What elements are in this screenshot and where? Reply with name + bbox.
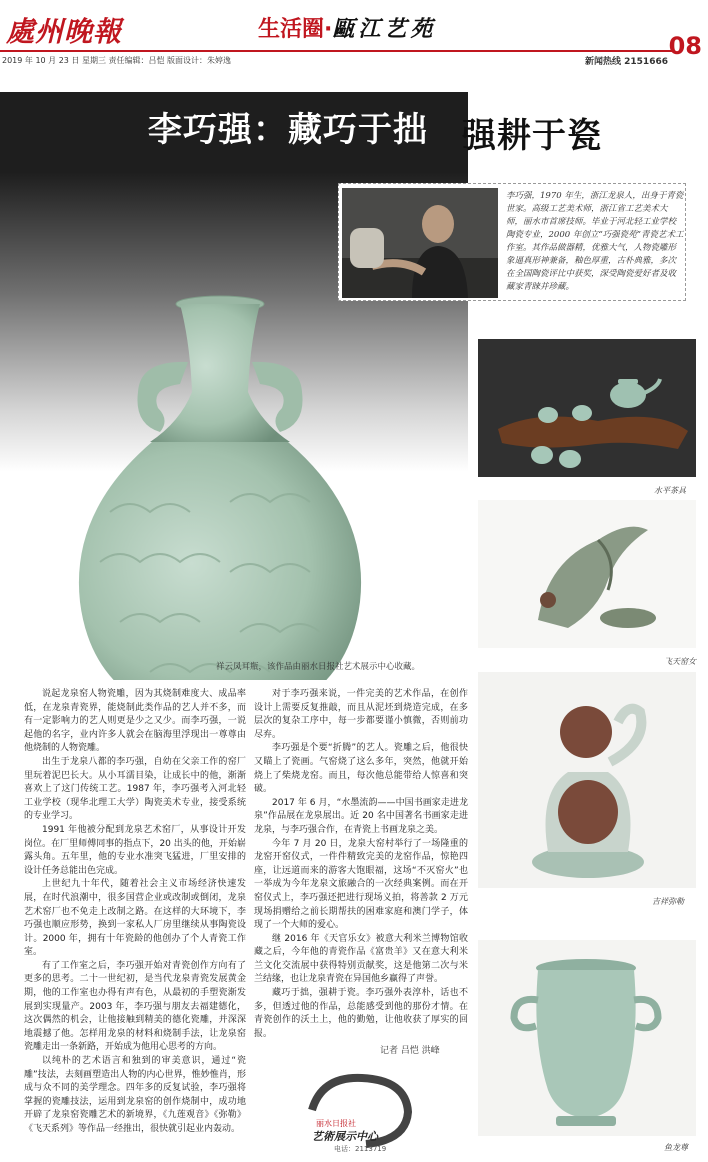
fish-dragon-vessel-image [478, 940, 696, 1136]
paragraph: 1991 年他被分配到龙泉艺术窑厂，从事设计开发岗位。在厂里师傅同事的指点下，20 出头的他，开始崭露头角。五年里，他的专业水准突飞猛进，厂里安排的设计任务总能出色完成。 [24, 824, 246, 876]
stamp-center-name: 艺術展示中心 [312, 1130, 378, 1143]
tea-set-image [478, 339, 696, 477]
info-bar [0, 50, 672, 65]
section-name: 甌江艺苑 [332, 16, 437, 42]
news-hotline: 新闻热线 2151666 [585, 57, 668, 67]
paragraph: 藏巧于拙，强耕于瓷。李巧强外表淳朴，话也不多，但透过他的作品，总能感受到他的那份才情。在青瓷创作的沃土上，他的勤勉，让他收获了厚实的回报。 [254, 988, 468, 1039]
stamp-phone: 电话：2113719 [334, 1145, 387, 1153]
article-column-2 [254, 688, 468, 1041]
art-center-stamp [282, 1070, 432, 1156]
page-number: 08 [668, 32, 702, 60]
paragraph: 李巧强是个要“折腾”的艺人。瓷雕之后，他很快又瞄上了瓷画。气窑烧了这么多年，突然，他就开始烧上了柴烧龙窑。而且，每次他总能带给人惊喜和突破。 [254, 743, 468, 795]
tea-set-illustration [478, 339, 696, 477]
flying-apsara-illustration [478, 500, 696, 648]
flying-apsara-caption: 飞天窑女 [664, 657, 696, 666]
fish-dragon-vessel-caption: 鱼龙尊 [664, 1143, 688, 1152]
artist-portrait-image [342, 188, 498, 298]
headline-part-1: 李巧强：藏巧于拙 [148, 110, 428, 150]
tea-set-caption: 水平茶具 [654, 486, 686, 495]
paragraph: 今年 7 月 20 日，龙泉大窑村举行了一场隆重的龙窑开窑仪式，一件件精致完美的龙窑作品，惊艳四座，让远道而来的游客大饱眼福，这场“不灭窑火”也一举成为今年龙泉文旅融合的一次经典案例。而在开窑仪式上，李巧强还把进行现场义拍，将善款 2 万元现场捐赠给之前长期帮扶的困难家庭和澳门学子，体现了一个大师的爱心。 [254, 838, 468, 931]
hero-photo [0, 92, 468, 680]
portrait-illustration [342, 188, 498, 298]
headline-part-2: 强耕于瓷 [462, 116, 602, 156]
paragraph: 上世纪九十年代，随着社会主义市场经济快速发展，在时代浪潮中，很多国营企业或改制或倒闭，龙泉艺术窑厂也不免走上改制之路。在这样的大环境下，李巧强也顺应形势，换到一家私人厂房里继续从事陶瓷设计。2000 年，拥有十年瓷龄的他创办了个人青瓷工作室。 [24, 879, 246, 958]
masthead [0, 0, 708, 68]
paragraph: 有了工作室之后，李巧强开始对青瓷创作方向有了更多的思考。二十一世纪初，是当代龙泉青瓷发展黄金期，他的工作室也办得有声有色，从最初的手塑瓷渐发展到实现量产。2003 年，李巧强与朋友去福建德化，这次偶然的机会，让他接触到精美的德化瓷雕，并深深地震撼了他。怎样用龙泉的材料和烧制手法，让龙泉窑瓷雕走出一条新路，开始成为他用心思考的方向。 [24, 960, 246, 1053]
paragraph: 2017 年 6 月，“水墨流韵——中国书画家走进龙泉”作品展在龙泉展出。近 20 名中国著名书画家走进龙泉，与李巧强合作，在青瓷上书画龙泉之美。 [254, 797, 468, 835]
laughing-buddha-image [478, 672, 696, 888]
laughing-buddha-illustration [478, 672, 696, 888]
paragraph: 说起龙泉窑人物瓷雕，因为其烧制难度大、成品率低，在龙泉青瓷界，能烧制此类作品的艺人并不多，而有一定影响力的艺人则更是少之又少。而李巧强，一说起他的名字，业内许多人就会在脑海里浮现出一尊尊由他烧制的人物瓷雕。 [24, 689, 246, 754]
section-prefix: 生活圈· [258, 17, 333, 42]
paragraph: 继 2016 年《天官乐女》被意大利米兰博物馆收藏之后，今年他的青瓷作品《富贵羊》又在意大利米兰文化交流展中获得特别贡献奖，这是他第二次与米兰结缘，也让龙泉青瓷在异国他乡赢得了声誉。 [254, 933, 468, 985]
artist-bio: 李巧强，1970 年生，浙江龙泉人，出身于青瓷世家。高级工艺美术师，浙江省工艺美术大师，丽水市首席技师。毕业于河北轻工业学校陶瓷专业，2000 年创立“巧强瓷苑”青瓷艺术工作室。其作品做器精，优雅大气，人物瓷雕形象逼真形神兼备，釉色厚重，古朴典雅，多次在全国陶瓷评比中获奖，深受陶瓷爱好者及收藏家青睐并珍藏。 [506, 191, 684, 292]
article-column-1 [24, 688, 246, 1137]
paragraph: 对于李巧强来说，一件完美的艺术作品，在创作设计上需要反复推敲，而且从泥坯到烧造完成，在多层次的复杂工序中，每一步都要谨小慎微，否则前功尽弃。 [254, 689, 468, 740]
flying-apsara-image [478, 500, 696, 648]
fish-dragon-vessel-illustration [478, 940, 696, 1136]
paragraph: 出生于龙泉八都的李巧强，自幼在父亲工作的窑厂里玩着泥巴长大。从小耳濡目染，让成长中的他，渐渐喜欢上了这门传统工艺。1987 年，李巧强考入河北轻工业学校（现华北理工大学）陶瓷美术专业，接受系统的专业学习。 [24, 756, 246, 822]
byline: 记者 吕恺 洪峰 [380, 1046, 440, 1056]
laughing-buddha-caption: 吉祥弥勒 [652, 897, 684, 906]
section-title [258, 12, 436, 43]
hero-caption: 祥云凤耳瓶，该作品由丽水日报社艺术展示中心收藏。 [216, 662, 421, 672]
stamp-org-name: 丽水日报社 [316, 1119, 356, 1128]
newspaper-logo: 處州晚報 [6, 15, 123, 48]
issue-info: 2019 年 10 月 23 日 星期三 责任编辑：吕恺 版面设计：朱婷逸 [2, 56, 232, 65]
paragraph: 以纯朴的艺术语言和独到的审美意识，通过“瓷雕”技法，去刻画塑造出人物的内心世界，惟妙惟肖，形成与众不同的美学理念。四年多的反复试验，李巧强将掌握的瓷雕技法，运用到龙泉窑的创作烧制中，成功地开辟了龙泉窑瓷雕艺术的新境界，《九莲观音》《弥勒》《飞天系列》等作品一经推出，很快就引起业内轰动。 [24, 1056, 246, 1134]
